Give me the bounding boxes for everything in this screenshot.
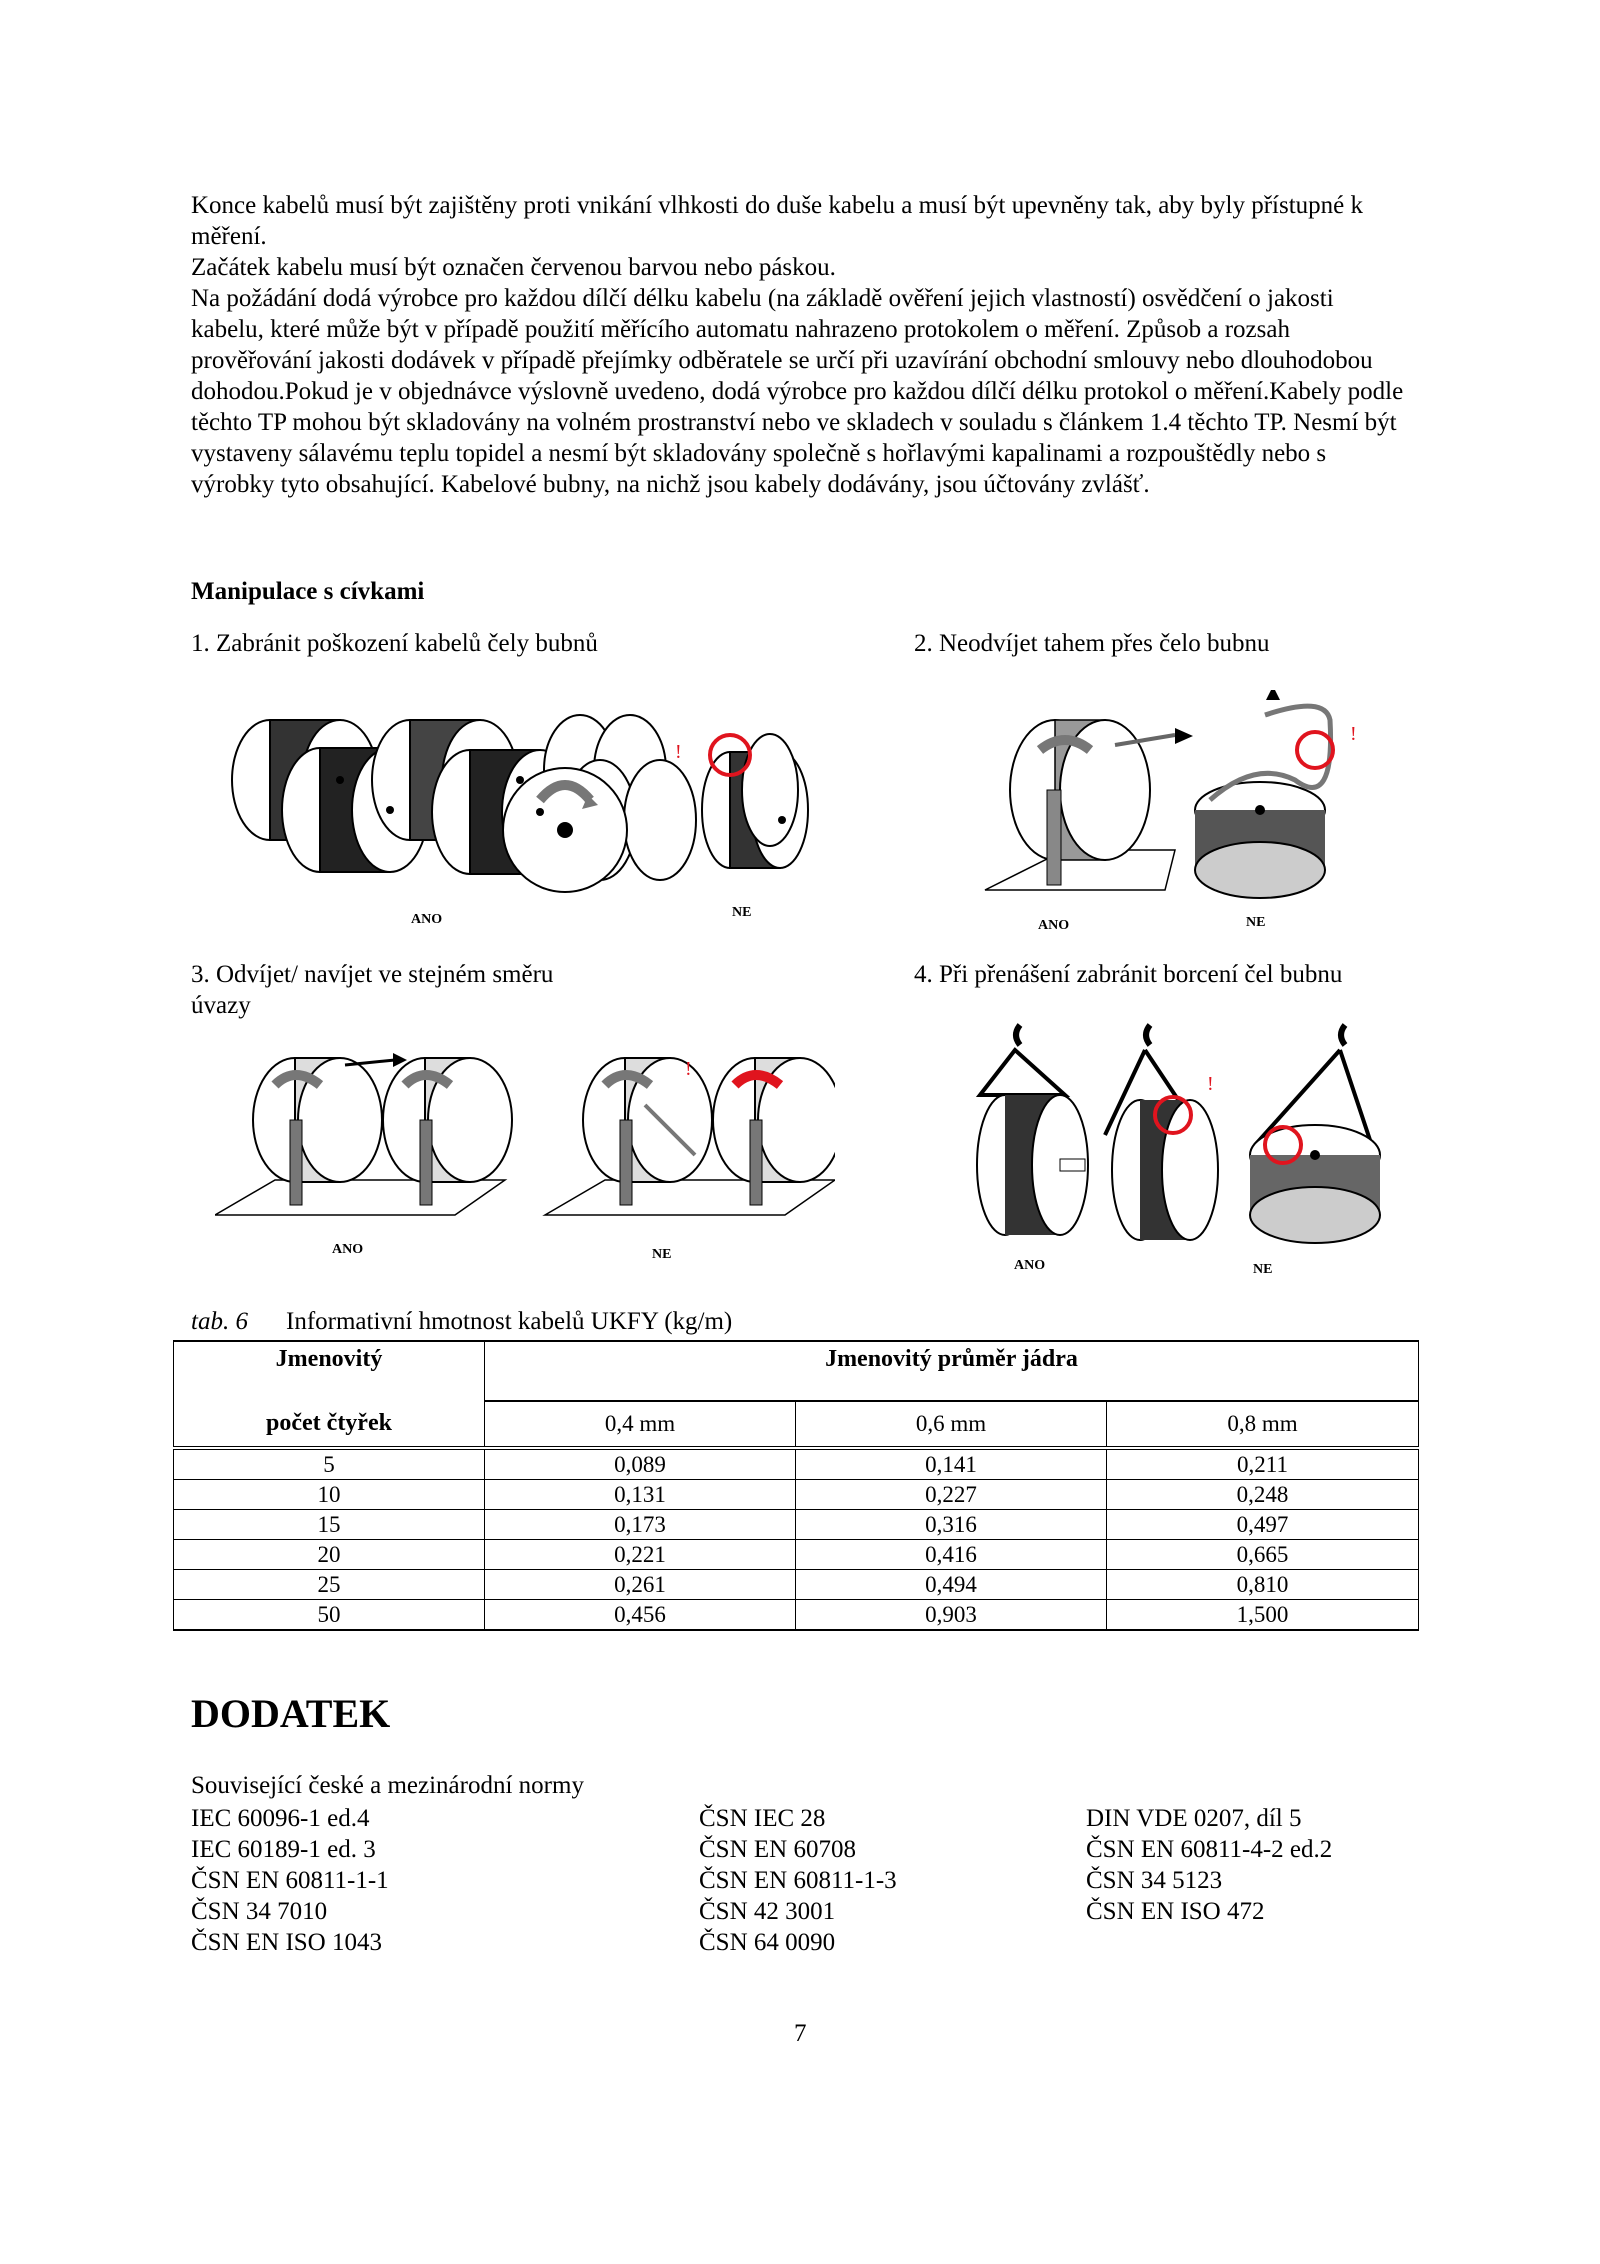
table-cell: 0,456 <box>485 1600 796 1631</box>
table-row <box>174 1600 1419 1631</box>
table-cell: 0,131 <box>485 1480 796 1510</box>
table-row <box>174 1570 1419 1600</box>
table-row <box>174 1510 1419 1540</box>
standards-column-1 <box>191 1803 389 1958</box>
appendix-heading: DODATEK <box>191 1691 391 1736</box>
figure-label-bad: NE <box>732 905 752 920</box>
weight-table <box>173 1340 1419 1631</box>
table-cell: 0,089 <box>485 1448 796 1480</box>
caption-line: 3. Odvíjet/ navíjet ve stejném směru <box>191 961 554 988</box>
figure-unwind-direction <box>215 1045 835 1235</box>
figure-unwind-pull <box>975 690 1375 910</box>
table-cell: 0,141 <box>796 1448 1107 1480</box>
table-cell: 0,316 <box>796 1510 1107 1540</box>
figure-caption-3 <box>191 959 553 1021</box>
standard-item: DIN VDE 0207, díl 5 <box>1086 1805 1302 1832</box>
paragraph: Začátek kabelu musí být označen červenou barvou nebo páskou. <box>191 254 836 281</box>
table-cell: 0,211 <box>1107 1448 1419 1480</box>
figure-label-ok: ANO <box>332 1242 364 1257</box>
warning-mark: ! <box>685 1058 692 1080</box>
table-cell: 15 <box>174 1510 485 1540</box>
standard-item: ČSN 64 0090 <box>699 1929 836 1956</box>
table-cell: 0,227 <box>796 1480 1107 1510</box>
warning-mark: ! <box>675 741 682 763</box>
table-cell: 0,173 <box>485 1510 796 1540</box>
row-header-label: Jmenovitý <box>174 1341 485 1401</box>
figure-label-bad: NE <box>1246 915 1266 930</box>
row-header-label: počet čtyřek <box>174 1401 485 1448</box>
table-cell: 50 <box>174 1600 485 1631</box>
table-cell: 10 <box>174 1480 485 1510</box>
table-cell: 0,221 <box>485 1540 796 1570</box>
table-cell: 5 <box>174 1448 485 1480</box>
table-row <box>174 1448 1419 1480</box>
table-cell: 1,500 <box>1107 1600 1419 1631</box>
standards-column-2 <box>699 1803 897 1958</box>
figure-drum-damage <box>220 700 840 910</box>
standard-item: IEC 60189-1 ed. 3 <box>191 1836 376 1863</box>
table-cell: 0,810 <box>1107 1570 1419 1600</box>
standard-item: ČSN EN 60811-1-1 <box>191 1867 389 1894</box>
standard-item: ČSN 34 7010 <box>191 1898 328 1925</box>
column-header: 0,4 mm <box>485 1401 796 1448</box>
column-header: 0,6 mm <box>796 1401 1107 1448</box>
standard-item: ČSN EN ISO 1043 <box>191 1929 382 1956</box>
standard-item: ČSN EN 60708 <box>699 1836 856 1863</box>
figure-caption-4: 4. Při přenášení zabránit borcení čel bubnu <box>914 961 1343 988</box>
table-cell: 0,497 <box>1107 1510 1419 1540</box>
table-cell: 25 <box>174 1570 485 1600</box>
table-cell: 0,248 <box>1107 1480 1419 1510</box>
standards-column-3 <box>1086 1803 1332 1927</box>
figure-label-ok: ANO <box>1014 1258 1046 1273</box>
column-header: 0,8 mm <box>1107 1401 1419 1448</box>
table-caption <box>191 1308 732 1336</box>
table-cell: 20 <box>174 1540 485 1570</box>
figure-caption-2: 2. Neodvíjet tahem přes čelo bubnu <box>914 630 1270 657</box>
caption-line: úvazy <box>191 992 251 1019</box>
page-number: 7 <box>794 2020 807 2047</box>
column-group-header: Jmenovitý průměr jádra <box>485 1341 1419 1401</box>
section-heading: Manipulace s cívkami <box>191 578 425 605</box>
warning-mark: ! <box>1207 1073 1214 1095</box>
figure-label-ok: ANO <box>411 912 443 927</box>
paragraph: Konce kabelů musí být zajištěny proti vnikání vlhkosti do duše kabelu a musí být upevněny tak, aby byly přístupné k měření. <box>191 192 1364 250</box>
warning-mark: ! <box>1350 723 1357 745</box>
standard-item: ČSN EN ISO 472 <box>1086 1898 1265 1925</box>
table-cell: 0,261 <box>485 1570 796 1600</box>
standard-item: ČSN EN 60811-1-3 <box>699 1867 897 1894</box>
standards-subheading: Související české a mezinárodní normy <box>191 1772 584 1799</box>
figure-label-ok: ANO <box>1038 918 1070 933</box>
standard-item: ČSN IEC 28 <box>699 1805 826 1832</box>
figure-caption-1: 1. Zabránit poškození kabelů čely bubnů <box>191 630 598 657</box>
table-cell: 0,494 <box>796 1570 1107 1600</box>
figure-label-bad: NE <box>652 1247 672 1262</box>
table-title: Informativní hmotnost kabelů UKFY (kg/m) <box>286 1308 733 1335</box>
intro-text <box>191 190 1411 500</box>
standard-item: ČSN EN 60811-4-2 ed.2 <box>1086 1836 1333 1863</box>
table-cell: 0,903 <box>796 1600 1107 1631</box>
standard-item: ČSN 34 5123 <box>1086 1867 1223 1894</box>
table-row <box>174 1480 1419 1510</box>
standard-item: IEC 60096-1 ed.4 <box>191 1805 370 1832</box>
table-cell: 0,665 <box>1107 1540 1419 1570</box>
table-number: tab. 6 <box>191 1308 248 1335</box>
figure-lifting <box>955 1015 1385 1275</box>
table-row <box>174 1540 1419 1570</box>
standard-item: ČSN 42 3001 <box>699 1898 836 1925</box>
figure-label-bad: NE <box>1253 1262 1273 1277</box>
paragraph: Na požádání dodá výrobce pro každou dílčí délku kabelu (na základě ověření jejich vlastností) osvědčení o jakosti kabelu, které může být v případě použití měřícího automatu nahrazeno protokolem o měření. Způsob a rozsah prověřování jakosti dodávek v případě přejímky odběratele se určí při uzavírání obchodní smlouvy nebo dlouhodobou dohodou.Pokud je v objednávce výslovně uvedeno, dodá výrobce pro každou dílčí délku protokol o měření.Kabely podle těchto TP mohou být skladovány na volném prostranství nebo ve skladech v souladu s článkem 1.4 těchto TP. Nesmí být vystaveny sálavému teplu topidel a nesmí být skladovány společně s hořlavými kapalinami a rozpouštědly nebo s výrobky tyto obsahující. Kabelové bubny, na nichž jsou kabely dodávány, jsou účtovány zvlášť. <box>191 285 1404 498</box>
table-cell: 0,416 <box>796 1540 1107 1570</box>
